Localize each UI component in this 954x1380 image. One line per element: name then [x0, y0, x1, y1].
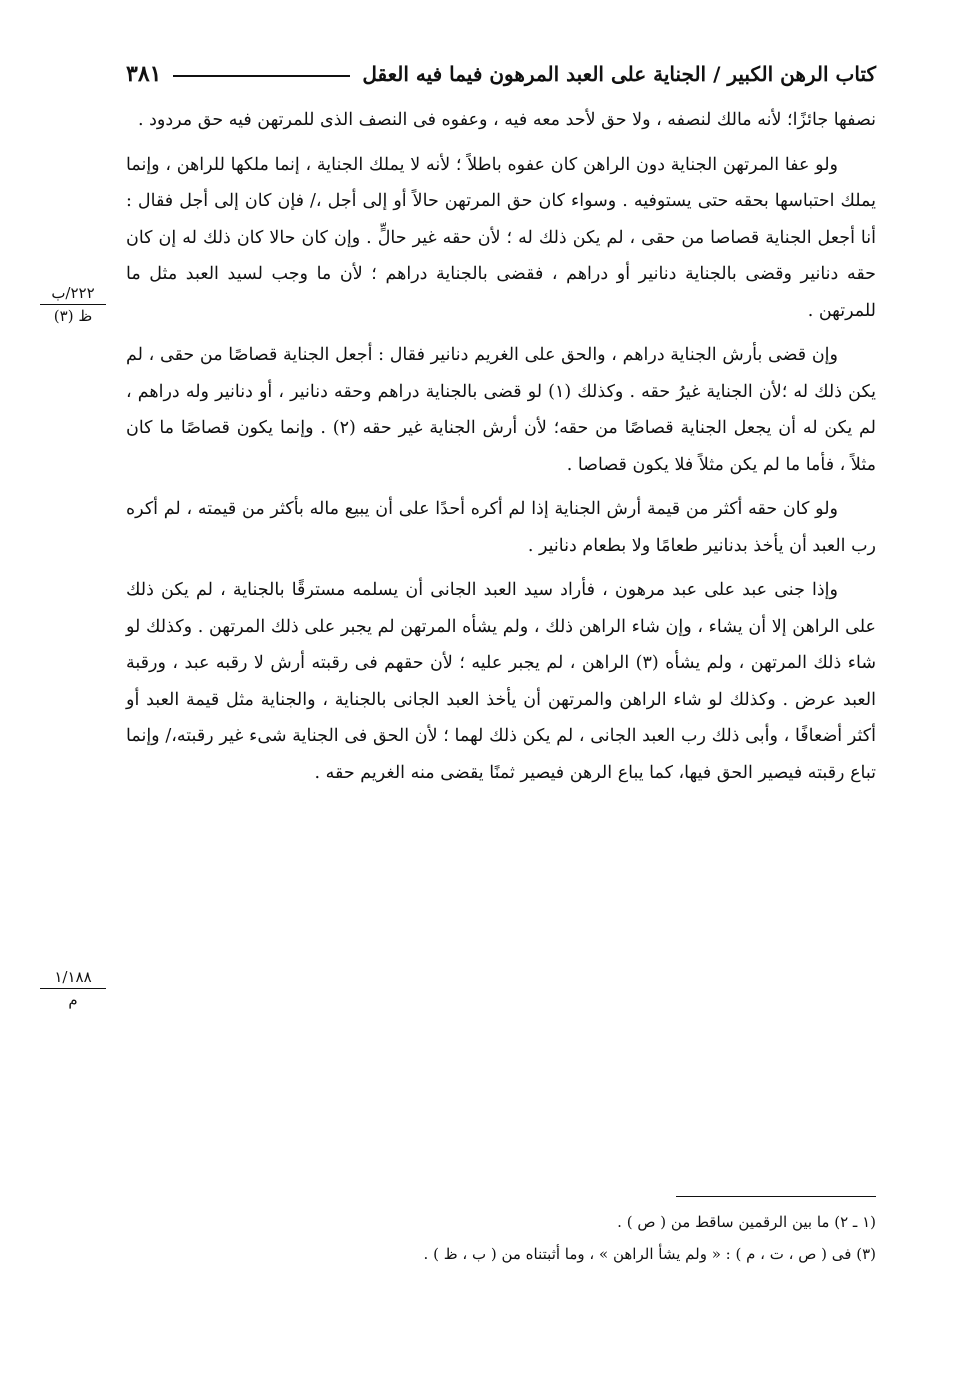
footnotes: [300, 1206, 876, 1270]
paragraph: وإن قضى بأرش الجناية دراهم ، والحق على الغريم دنانير فقال : أجعل الجناية قصاصًا من حقى ، لم يكن ذلك له ؛لأن الجناية غيرُ حقه . وكذلك (١) لو قضى بالجناية دراهم وحقه دنانير ، أو دنانير وله دراهم ، لم يكن له أن يجعل الجناية قصاصًا من حقه؛ لأن أرش الجناية غير حقه (٢) . وإنما يكون قصاصًا ما كان مثلاً ، فأما ما لم يكن مثلاً فلا يكون قصاصا .: [126, 345, 876, 475]
margin-note-folio: ٢٢٢/ب: [40, 284, 106, 305]
margin-note-manuscript: ظ (٣): [53, 307, 93, 325]
header-rule: [173, 75, 350, 77]
running-header: [126, 54, 876, 94]
footnote-separator: [676, 1196, 876, 1197]
margin-note-manuscript: م: [68, 991, 78, 1009]
footnote: (١ ـ ٢) ما بين الرقمين ساقط من ( ص ) .: [617, 1213, 876, 1231]
footnote: (٣) فى ( ص ، ت ، م ) : « ولم يشأ الراهن » ، وما أثبتناه من ( ب ، ظ ) .: [423, 1245, 876, 1263]
paragraph: ولو كان حقه أكثر من قيمة أرش الجناية إذا لم أكره أحدًا على أن يبيع ماله بأكثر من قيمته ، لم أكره رب العبد أن يأخذ بدنانير طعامًا ولا بطعام دنانير .: [126, 499, 876, 556]
margin-note-folio: ١/١٨٨: [40, 968, 106, 989]
paragraph: ولو عفا المرتهن الجناية دون الراهن كان عفوه باطلاً ؛ لأنه لا يملك الجناية ، إنما ملكها للراهن ، وإنما يملك احتباسها بحقه حتى يستوفيه . وسواء كان حق المرتهن حالاً أو إلى أجل ،/ فإن كان إلى أجل فقال : أنا أجعل الجناية قصاصا من حقى ، لم يكن ذلك له ؛ لأن حقه غير حالٍّ . وإن كان حالا كان ذلك له إن كان حقه دنانير وقضى بالجناية دنانير أو دراهم ، فقضى بالجناية دراهم ؛ لأن ما وجب لسيد العبد مثل ما للمرتهن .: [126, 154, 876, 321]
header-title: كتاب الرهن الكبير / الجناية على العبد المرهون فيما فيه العقل: [362, 62, 876, 86]
margin-folio-note: [40, 968, 106, 1009]
main-text: [126, 102, 876, 799]
paragraph: نصفها جائزًا؛ لأنه مالك لنصفه ، ولا حق لأحد معه فيه ، وعفوه فى النصف الذى للمرتهن فيه حق مردود .: [137, 110, 876, 130]
paragraph: وإذا جنى عبد على عبد مرهون ، فأراد سيد العبد الجانى أن يسلمه مسترقًا بالجناية ، لم يكن ذلك على الراهن إلا أن يشاء ، وإن شاء الراهن ذلك ، ولم يشأه المرتهن لم يجبر على ذلك المرتهن . وكذلك لو شاء ذلك المرتهن ، ولم يشأه (٣) الراهن ، لم يجبر عليه ؛ لأن حقهم فى رقبته أرش لا رقبه عبد ، ورقبة العبد عرض . وكذلك لو شاء الراهن والمرتهن أن يأخذ العبد الجانى بالجناية ، والجناية مثل قيمة العبد أو أكثر أضعافًا ، وأبى ذلك رب العبد الجانى ، لم يكن ذلك لهما ؛ لأن الحق فى الجناية شىء غير رقبته،/ وإنما تباع رقبته فيصير الحق فيها، كما يباع الرهن فيصير ثمنًا يقضى منه الغريم حقه .: [126, 580, 876, 783]
page-number: ٣٨١: [126, 61, 162, 87]
margin-folio-note: [40, 284, 106, 325]
